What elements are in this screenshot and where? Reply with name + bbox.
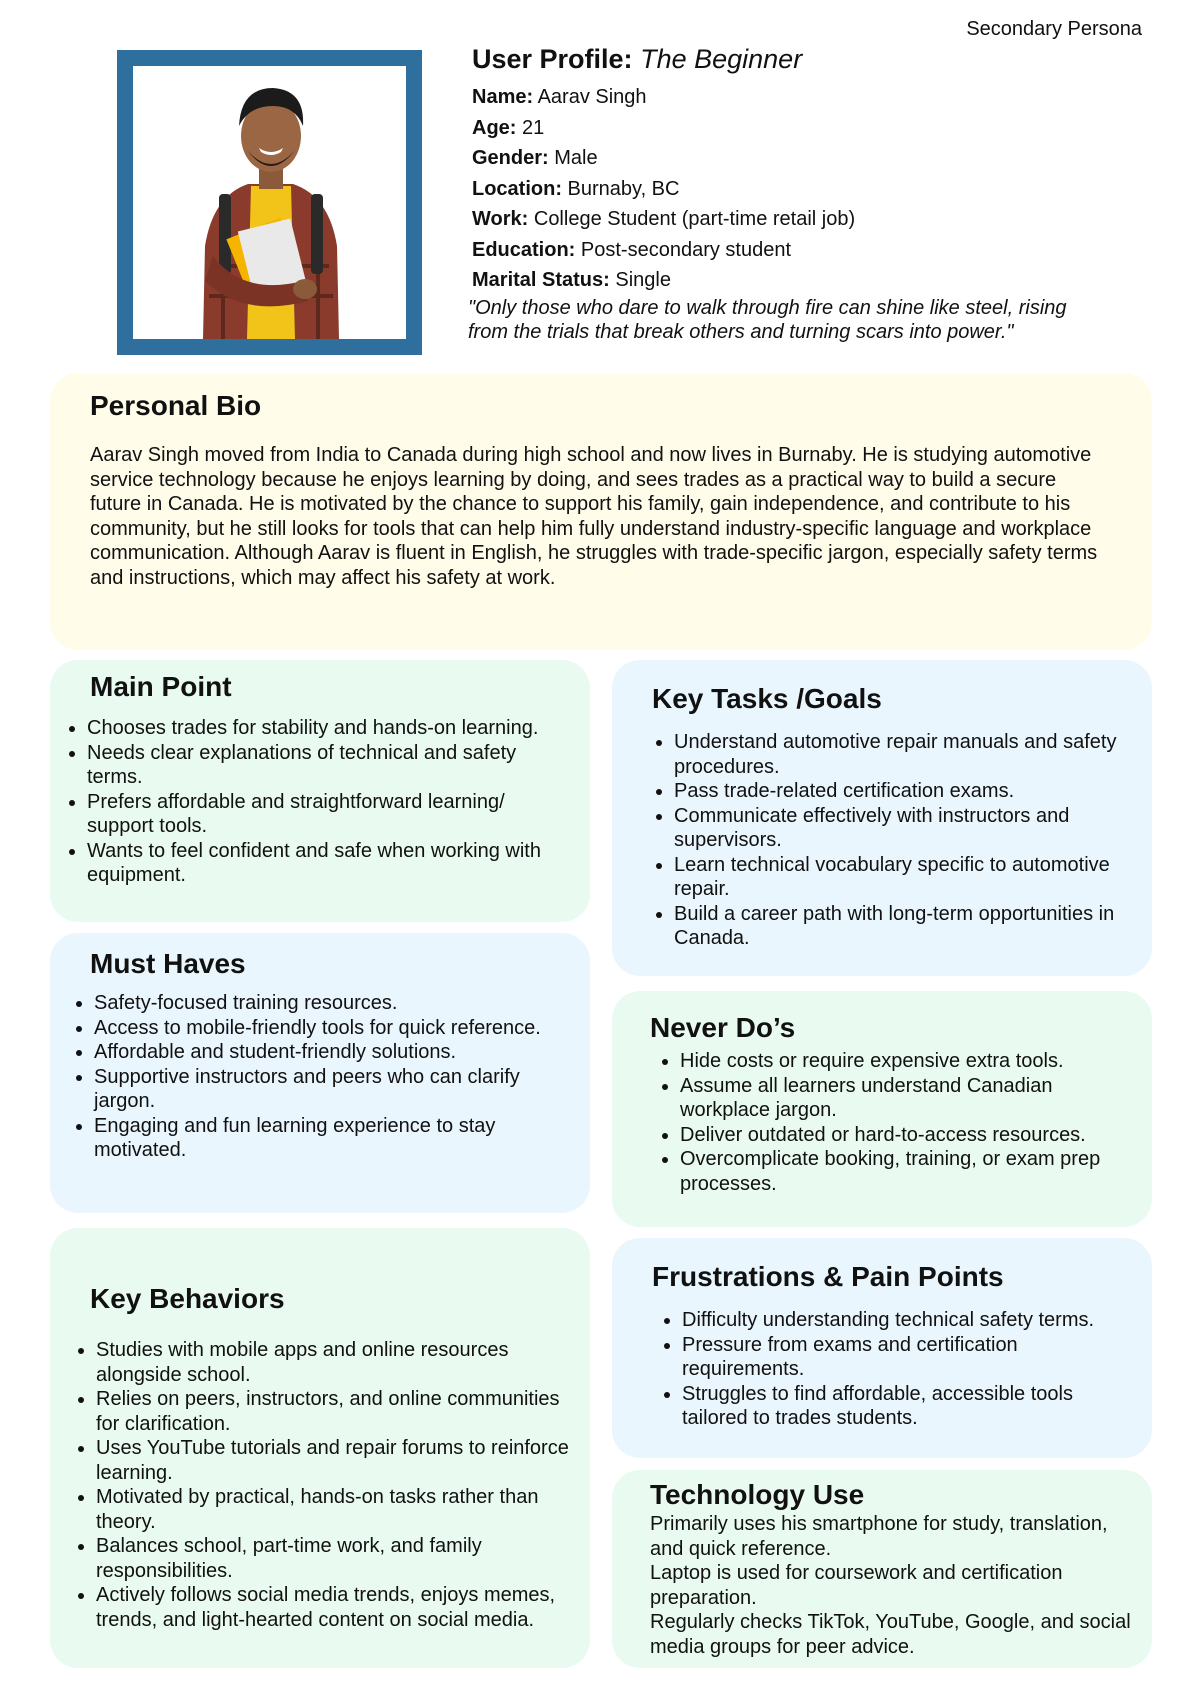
- personal-bio-title: Personal Bio: [90, 390, 262, 421]
- technology-use-card: [612, 1470, 1152, 1668]
- list-item: • Difficulty understanding technical safety terms.: [682, 1308, 1140, 1333]
- field-key: Work:: [472, 208, 529, 230]
- never-dos-title: Never Do’s: [650, 1012, 796, 1043]
- field-value: Single: [609, 269, 671, 291]
- never-dos-card: [612, 991, 1152, 1227]
- list-item: • Pass trade-related certification exams.: [674, 779, 1132, 804]
- list-item: • Chooses trades for stability and hands-on learning.: [87, 716, 570, 741]
- profile-title-value: The Beginner: [640, 44, 803, 74]
- never-dos-list: [658, 1049, 1140, 1196]
- list-item: • Motivated by practical, hands-on tasks rather than theory.: [96, 1485, 570, 1534]
- list-item: • Struggles to find affordable, accessible tools tailored to trades students.: [682, 1382, 1140, 1431]
- persona-quote: "Only those who dare to walk through fire can shine like steel, rising from the trials that break others and turning scars into power.": [468, 296, 1067, 343]
- field-key: Age:: [472, 116, 517, 139]
- field-gender: [472, 143, 1152, 174]
- field-location: [472, 174, 1152, 205]
- frustrations-title: Frustrations & Pain Points: [652, 1261, 1004, 1292]
- list-item: • Wants to feel confident and safe when working with equipment.: [87, 839, 570, 888]
- list-item: • Deliver outdated or hard-to-access resources.: [680, 1123, 1140, 1148]
- persona-type-label: Secondary Persona: [966, 18, 1142, 40]
- list-item: • Pressure from exams and certification requirements.: [682, 1333, 1140, 1382]
- field-key: Gender:: [472, 147, 549, 169]
- list-item: • Learn technical vocabulary specific to automotive repair.: [674, 853, 1132, 902]
- field-key: Location:: [472, 177, 562, 200]
- list-item: • Prefers affordable and straightforward learning/ support tools.: [87, 790, 570, 839]
- list-item: • Balances school, part-time work, and family responsibilities.: [96, 1534, 570, 1583]
- must-haves-card: [50, 933, 590, 1213]
- must-haves-list: [72, 991, 572, 1163]
- field-name: [472, 82, 1152, 113]
- persona-photo-frame: [117, 50, 422, 355]
- list-item: • Understand automotive repair manuals and safety procedures.: [674, 730, 1132, 779]
- field-work: [472, 204, 1152, 235]
- list-item: • Overcomplicate booking, training, or exam prep processes.: [680, 1147, 1140, 1196]
- student-portrait-illustration: [133, 66, 406, 339]
- list-item: • Build a career path with long-term opportunities in Canada.: [674, 902, 1132, 951]
- key-behaviors-card: [50, 1228, 590, 1668]
- key-tasks-list: [652, 730, 1132, 951]
- list-item: • Communicate effectively with instructors and supervisors.: [674, 804, 1132, 853]
- key-behaviors-title: Key Behaviors: [90, 1283, 285, 1314]
- field-value: Burnaby, BC: [562, 177, 680, 200]
- field-age: [472, 113, 1152, 144]
- main-point-list: [65, 716, 570, 888]
- field-value: Male: [548, 147, 598, 169]
- frustrations-card: [612, 1238, 1152, 1458]
- profile-title-label: User Profile:: [472, 44, 633, 74]
- field-key: Education:: [472, 238, 576, 261]
- main-point-title: Main Point: [90, 671, 232, 702]
- personal-bio-card: [50, 373, 1152, 650]
- list-item: • Supportive instructors and peers who can clarify jargon.: [94, 1065, 572, 1114]
- main-point-card: [50, 660, 590, 922]
- technology-line: Regularly checks TikTok, YouTube, Google, and social media groups for peer advice.: [650, 1611, 1131, 1658]
- key-tasks-title: Key Tasks /Goals: [652, 683, 882, 714]
- frustrations-list: [660, 1308, 1140, 1431]
- list-item: • Access to mobile-friendly tools for quick reference.: [94, 1016, 572, 1041]
- field-key: Name:: [472, 86, 534, 108]
- list-item: • Hide costs or require expensive extra tools.: [680, 1049, 1140, 1074]
- field-value: College Student (part-time retail job): [528, 208, 856, 230]
- profile-title: [472, 42, 1152, 76]
- list-item: • Studies with mobile apps and online resources alongside school.: [96, 1338, 570, 1387]
- field-marital-status: [472, 265, 1152, 296]
- list-item: • Assume all learners understand Canadian workplace jargon.: [680, 1074, 1140, 1123]
- list-item: • Relies on peers, instructors, and online communities for clarification.: [96, 1387, 570, 1436]
- persona-photo: [133, 66, 406, 339]
- field-value: 21: [516, 116, 545, 139]
- list-item: • Uses YouTube tutorials and repair forums to reinforce learning.: [96, 1436, 570, 1485]
- field-value: Post-secondary student: [575, 238, 792, 261]
- technology-line: Laptop is used for coursework and certification preparation.: [650, 1562, 1063, 1609]
- key-behaviors-list: [74, 1338, 570, 1632]
- technology-line: Primarily uses his smartphone for study, translation, and quick reference.: [650, 1513, 1108, 1560]
- list-item: • Engaging and fun learning experience to stay motivated.: [94, 1114, 572, 1163]
- field-key: Marital Status:: [472, 269, 610, 291]
- field-education: [472, 235, 1152, 266]
- profile-summary: [468, 42, 1152, 344]
- technology-use-title: Technology Use: [650, 1479, 865, 1510]
- list-item: • Affordable and student-friendly solutions.: [94, 1040, 572, 1065]
- field-value: Aarav Singh: [533, 86, 647, 108]
- list-item: • Actively follows social media trends, enjoys memes, trends, and light-hearted content on social media.: [96, 1583, 570, 1632]
- must-haves-title: Must Haves: [90, 948, 246, 979]
- list-item: • Needs clear explanations of technical and safety terms.: [87, 741, 570, 790]
- personal-bio-text: Aarav Singh moved from India to Canada during high school and now lives in Burnaby. He is studying automotive service technology because he enjoys learning by doing, and sees trades as a practical way to build a secure future in Canada. He is motivated by the chance to support his family, gain independence, and contribute to his community, but he still looks for tools that can help him fully understand industry-specific language and workplace communication. Although Aarav is fluent in English, he struggles with trade-specific jargon, especially safety terms and instructions, which may affect his safety at work.: [90, 444, 1098, 589]
- list-item: • Safety-focused training resources.: [94, 991, 572, 1016]
- key-tasks-goals-card: [612, 660, 1152, 976]
